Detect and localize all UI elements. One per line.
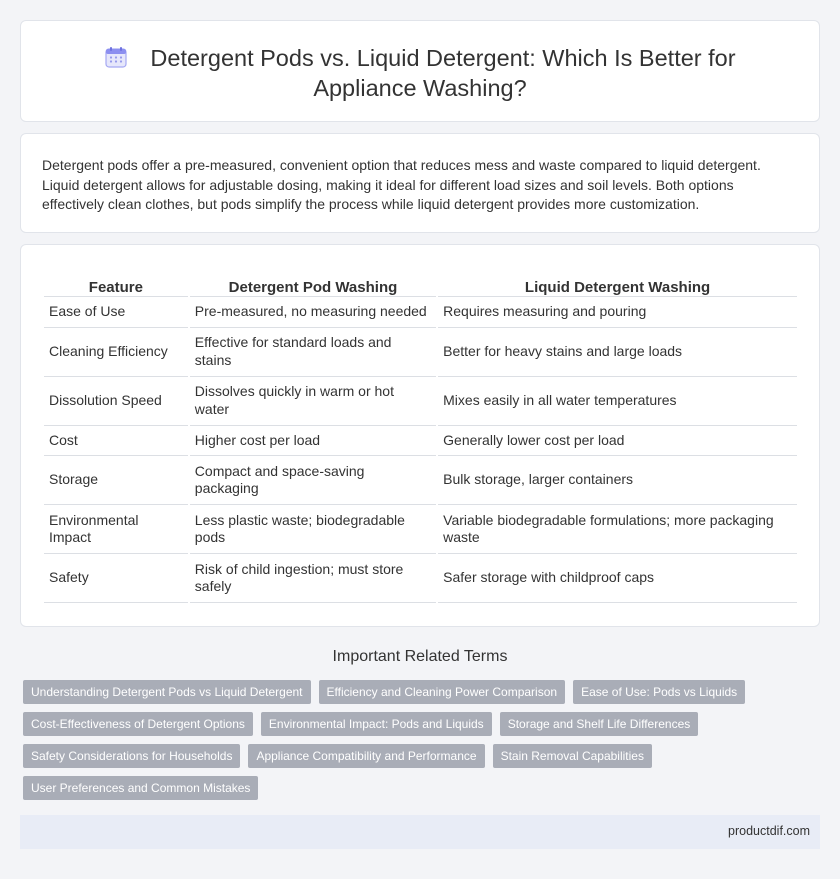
cell-pod: Risk of child ingestion; must store safely (190, 554, 436, 603)
cell-feature: Ease of Use (44, 297, 188, 328)
table-row (44, 505, 797, 554)
table-row (44, 456, 797, 505)
related-term-tag[interactable]: Appliance Compatibility and Performance (248, 744, 484, 768)
footer (20, 815, 820, 849)
related-term-tag[interactable]: Understanding Detergent Pods vs Liquid Detergent (23, 680, 311, 704)
cell-pod: Compact and space-saving packaging (190, 456, 436, 505)
cell-liquid: Better for heavy stains and large loads (438, 328, 797, 377)
table-header-row (44, 273, 797, 297)
related-term-tag[interactable]: User Preferences and Common Mistakes (23, 776, 258, 800)
table-row (44, 554, 797, 603)
related-terms-heading: Important Related Terms (332, 648, 508, 665)
cell-liquid: Requires measuring and pouring (438, 297, 797, 328)
header-liquid: Liquid Detergent Washing (438, 273, 797, 297)
page-title: Detergent Pods vs. Liquid Detergent: Which Is Better for Appliance Washing? (150, 45, 736, 101)
tag-row (23, 744, 823, 768)
cell-liquid: Generally lower cost per load (438, 426, 797, 457)
cell-pod: Effective for standard loads and stains (190, 328, 436, 377)
cell-liquid: Variable biodegradable formulations; more packaging waste (438, 505, 797, 554)
related-term-tag[interactable]: Environmental Impact: Pods and Liquids (261, 712, 492, 736)
cell-feature: Environmental Impact (44, 505, 188, 554)
comparison-card (20, 244, 820, 627)
related-terms-list (23, 680, 823, 808)
cell-liquid: Safer storage with childproof caps (438, 554, 797, 603)
table-row (44, 328, 797, 377)
intro-card (20, 133, 820, 233)
table-row (44, 426, 797, 457)
related-term-tag[interactable]: Stain Removal Capabilities (493, 744, 652, 768)
cell-liquid: Mixes easily in all water temperatures (438, 377, 797, 426)
intro-paragraph: Detergent pods offer a pre-measured, convenient option that reduces mess and waste compared to liquid detergent. Liquid detergent allows for adjustable dosing, making it ideal for different load sizes and soil levels. Both options effectively clean clothes, but pods simplify the process while liquid detergent provides more customization. (42, 157, 761, 212)
cell-pod: Pre-measured, no measuring needed (190, 297, 436, 328)
cell-feature: Cleaning Efficiency (44, 328, 188, 377)
title-card (20, 20, 820, 122)
footer-site-link[interactable]: productdif.com (728, 824, 810, 838)
cell-pod: Dissolves quickly in warm or hot water (190, 377, 436, 426)
cell-liquid: Bulk storage, larger containers (438, 456, 797, 505)
calendar-icon (104, 45, 128, 69)
cell-feature: Dissolution Speed (44, 377, 188, 426)
cell-pod: Less plastic waste; biodegradable pods (190, 505, 436, 554)
related-term-tag[interactable]: Storage and Shelf Life Differences (500, 712, 699, 736)
tag-row (23, 680, 823, 704)
tag-row (23, 712, 823, 736)
cell-feature: Cost (44, 426, 188, 457)
page-title-wrap (21, 43, 819, 103)
header-pod: Detergent Pod Washing (190, 273, 436, 297)
header-feature: Feature (44, 273, 188, 297)
table-row (44, 377, 797, 426)
related-term-tag[interactable]: Cost-Effectiveness of Detergent Options (23, 712, 253, 736)
cell-pod: Higher cost per load (190, 426, 436, 457)
table-row (44, 297, 797, 328)
related-term-tag[interactable]: Efficiency and Cleaning Power Comparison (319, 680, 566, 704)
cell-feature: Safety (44, 554, 188, 603)
tag-row (23, 776, 823, 800)
cell-feature: Storage (44, 456, 188, 505)
comparison-table (42, 273, 799, 603)
related-term-tag[interactable]: Safety Considerations for Households (23, 744, 240, 768)
related-term-tag[interactable]: Ease of Use: Pods vs Liquids (573, 680, 745, 704)
